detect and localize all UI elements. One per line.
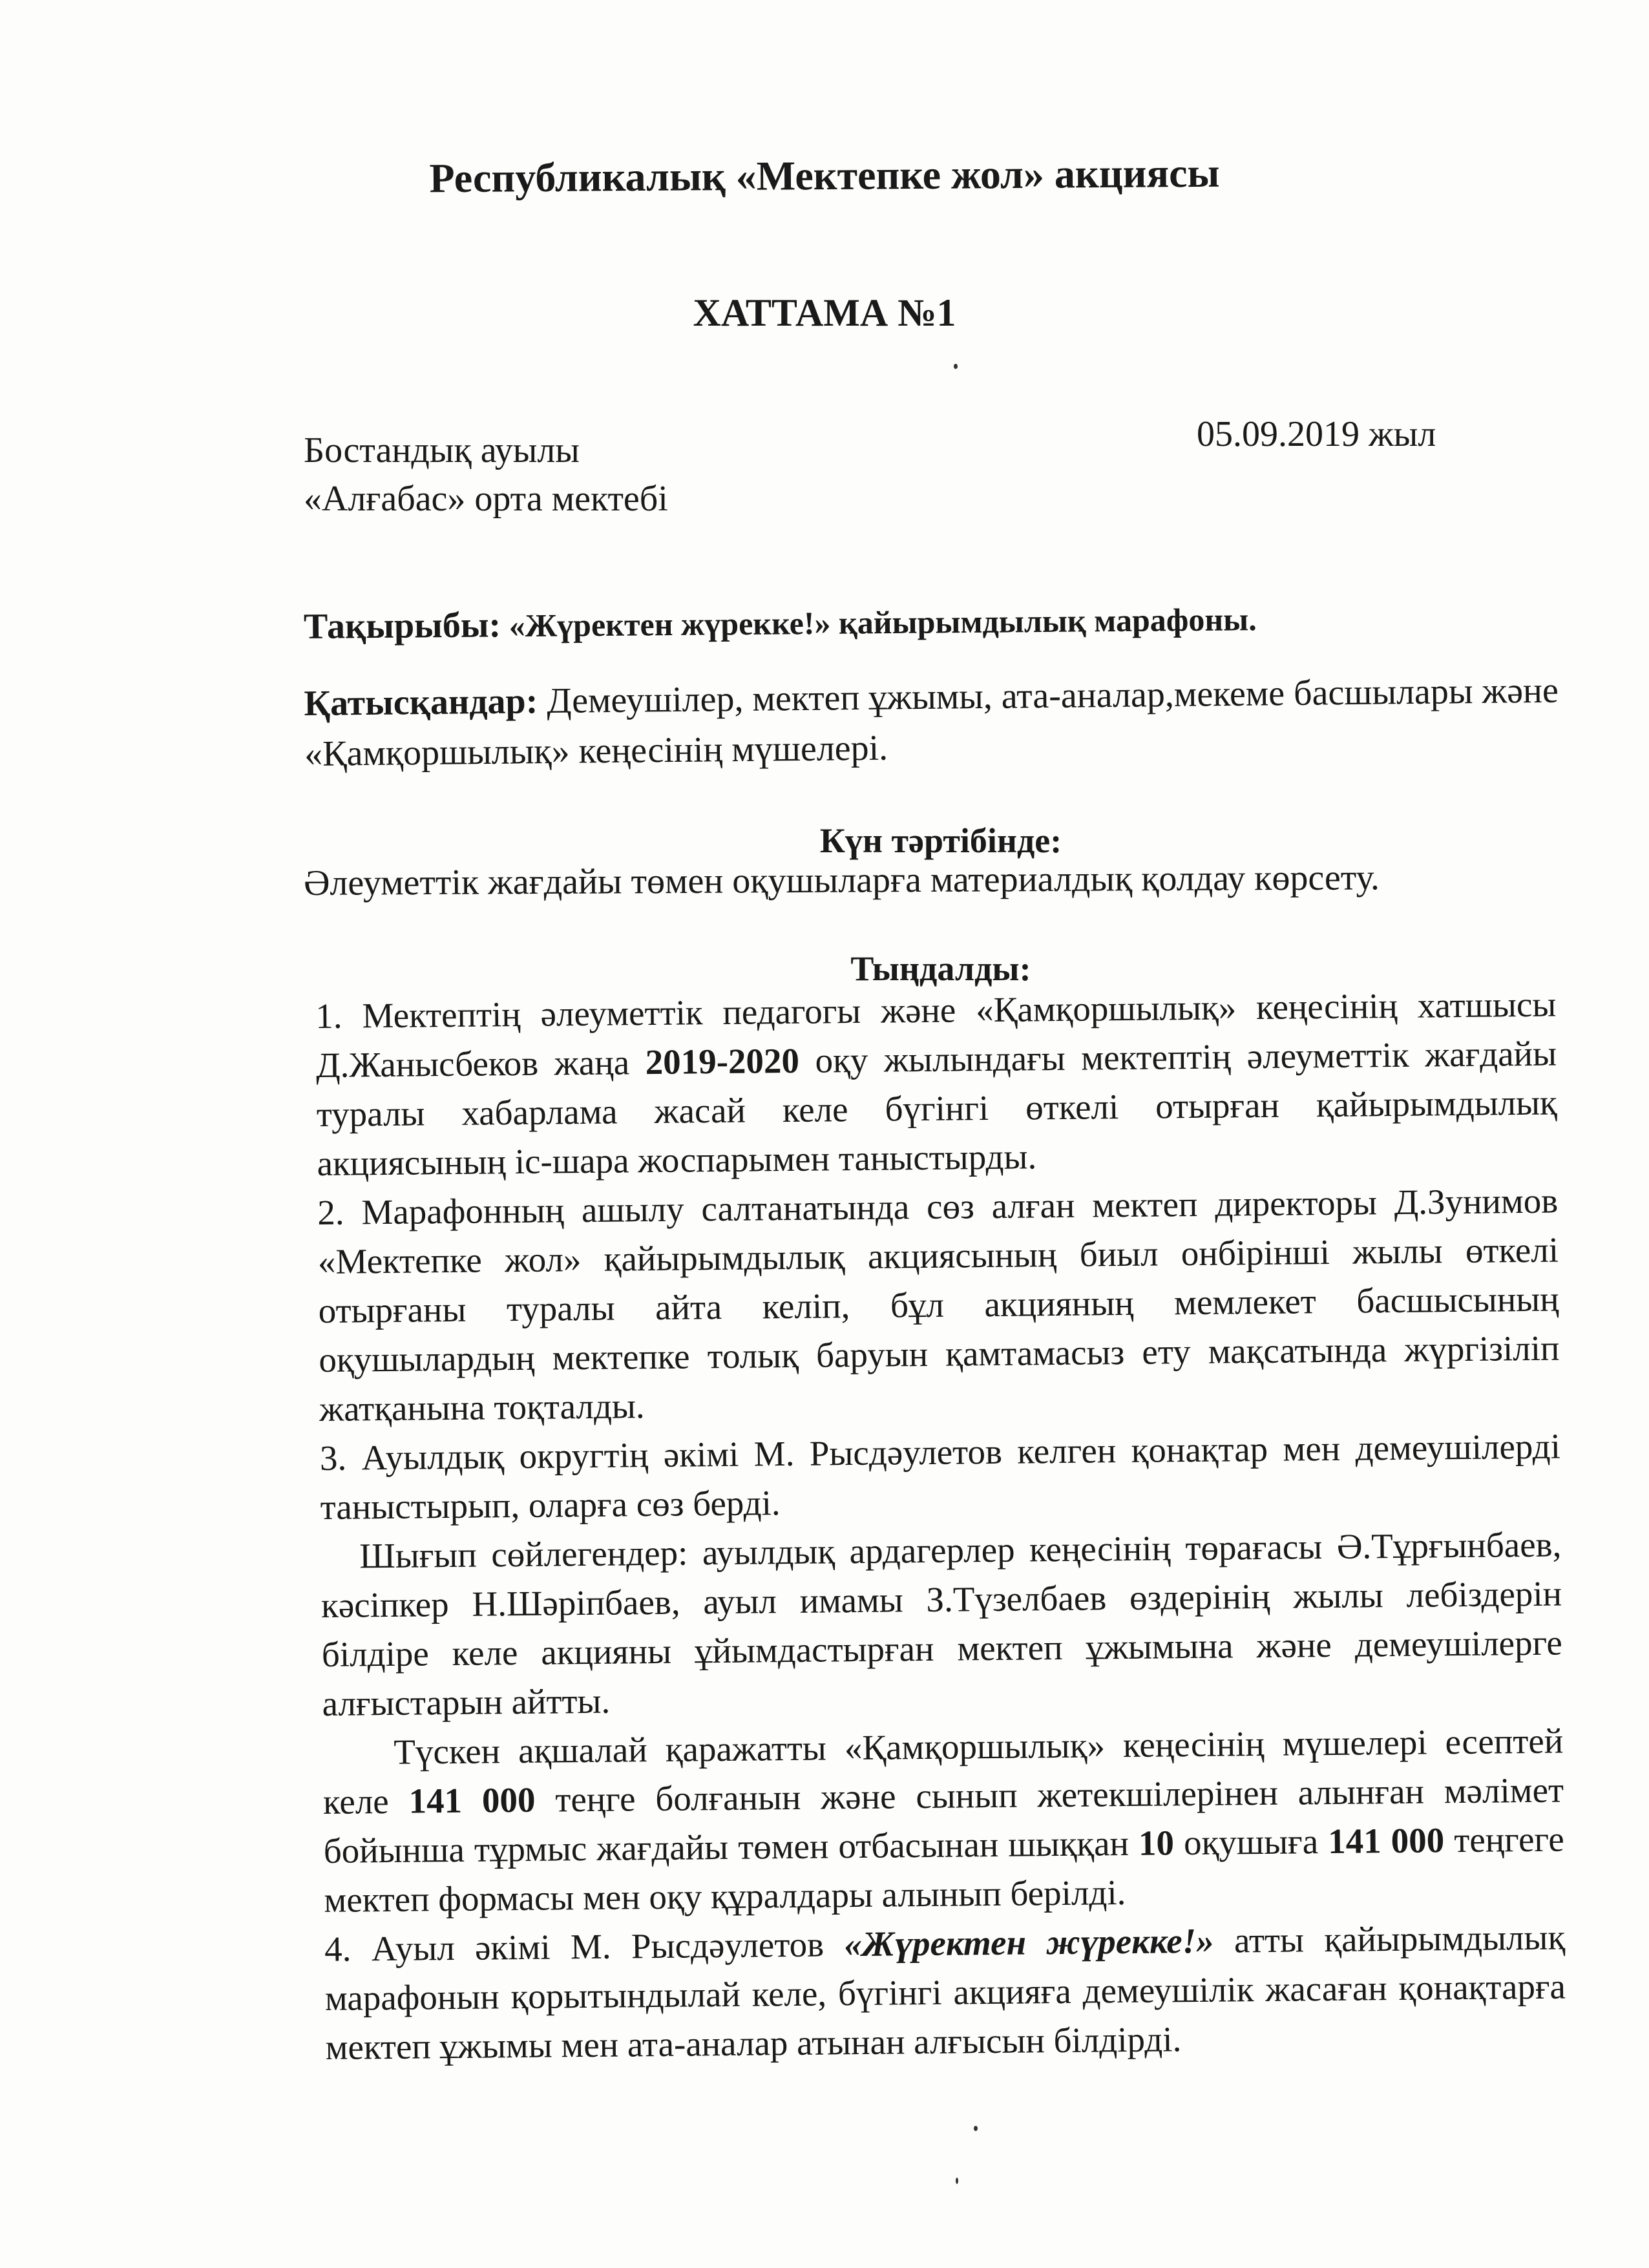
scan-speck xyxy=(956,2178,958,2184)
item-3-paragraph: 3. Ауылдық округтің әкімі М. Рысдәулетов келген қонақтар мен демеушілерді таныстырып, оларға сөз берді. xyxy=(319,1426,1561,1527)
item-4-paragraph xyxy=(324,1913,1566,2072)
item-4-text-b: атты қайырымдылық марафонын қорытындылай келе, бүгінгі акцияға демеушілік жасаған қонақтарға мектеп ұжымы мен ата-аналар атынан алғысын білдірді. xyxy=(324,1917,1566,2067)
item-4-text-a: 4. Ауыл әкімі М. Рысдәулетов xyxy=(324,1924,845,1969)
protocol-number: ХАТТАМА №1 xyxy=(693,291,956,334)
item-4-title: «Жүректен жүрекке!» xyxy=(844,1920,1214,1964)
scan-speck xyxy=(974,2126,978,2131)
item-1-text-b: оқу жылындағы мектептің әлеуметтік жағдайы туралы хабарлама жасай келе бүгінгі өткелі отырған қайырымдылық акциясының іс-шара жоспарымен таныстырды. xyxy=(316,1033,1558,1183)
funds-amount-2: 141 000 xyxy=(1327,1820,1445,1862)
speakers-paragraph: Шығып сөйлегендер: ауылдық ардагерлер кеңесінің төрағасы Ә.Тұрғынбаев, кәсіпкер Н.Шәріпбаев, ауыл имамы З.Түзелбаев өздерінің жылы лебіздерін білдіре келе акцияны ұйымдастырған мектеп ұжымына және демеушілерге алғыстарын айтты. xyxy=(320,1524,1563,1723)
place-village: Бостандық ауылы xyxy=(304,430,580,470)
topic-label: Тақырыбы: xyxy=(303,605,501,647)
item-2-paragraph: 2. Марафонның ашылу салтанатында сөз алған мектеп директоры Д.Зунимов «Мектепке жол» қайырымдылық акциясының биыл онбірінші жылы өткелі отырғаны туралы айта келіп, бұл акцияның мемлекет басшысының оқушылардың мектепке толық баруын қамтамасыз ету мақсатында жүргізіліп жатқанына тоқталды. xyxy=(317,1181,1560,1429)
participants-paragraph xyxy=(304,665,1571,779)
item-1-text-a: 1. Мектептің әлеуметтік педагогы және «Қамқоршылық» кеңесінің хатшысы Д.Жанысбеков жаңа xyxy=(315,984,1557,1085)
item-1-year: 2019-2020 xyxy=(645,1040,800,1082)
agenda-text: Әлеуметтік жағдайы төмен оқушыларға материалдық қолдау көрсету. xyxy=(303,857,1380,903)
agenda-heading: Күн тәртібінде: xyxy=(819,821,1062,860)
minutes-body xyxy=(315,980,1566,2072)
funds-amount-1: 141 000 xyxy=(408,1780,536,1821)
place-school: «Алғабас» орта мектебі xyxy=(304,479,668,519)
topic-text: «Жүректен жүрекке!» қайырымдылық марафоны. xyxy=(500,601,1257,644)
heard-heading: Тыңдалды: xyxy=(850,949,1031,988)
scan-speck xyxy=(954,364,958,369)
funds-text-d: теңгеге мектеп формасы мен оқу құралдары алынып берілді. xyxy=(324,1819,1564,1920)
participants-text: Демеушілер, мектеп ұжымы, ата-аналар,мекеме басшылары және «Қамқоршылық» кеңесінің мүшелері. xyxy=(304,670,1559,774)
funds-paragraph xyxy=(322,1717,1565,1925)
funds-students: 10 xyxy=(1138,1823,1175,1863)
funds-text-c: оқушыға xyxy=(1173,1822,1329,1863)
funds-text-b: теңге болғанын және сынып жетекшілерінен алынған мәлімет бойынша тұрмыс жағдайы төмен отбасынан шыққан xyxy=(323,1770,1564,1871)
topic-line xyxy=(304,598,1257,647)
document-date: 05.09.2019 жыл xyxy=(1197,414,1436,454)
document-title: Республикалық «Мектепке жол» акциясы xyxy=(429,149,1220,202)
funds-text-a: Түскен ақшалай қаражатты «Қамқоршылық» кеңесінің мүшелері есептей келе xyxy=(322,1721,1564,1822)
item-1-paragraph xyxy=(315,980,1558,1188)
participants-label: Қатысқандар: xyxy=(304,681,538,724)
